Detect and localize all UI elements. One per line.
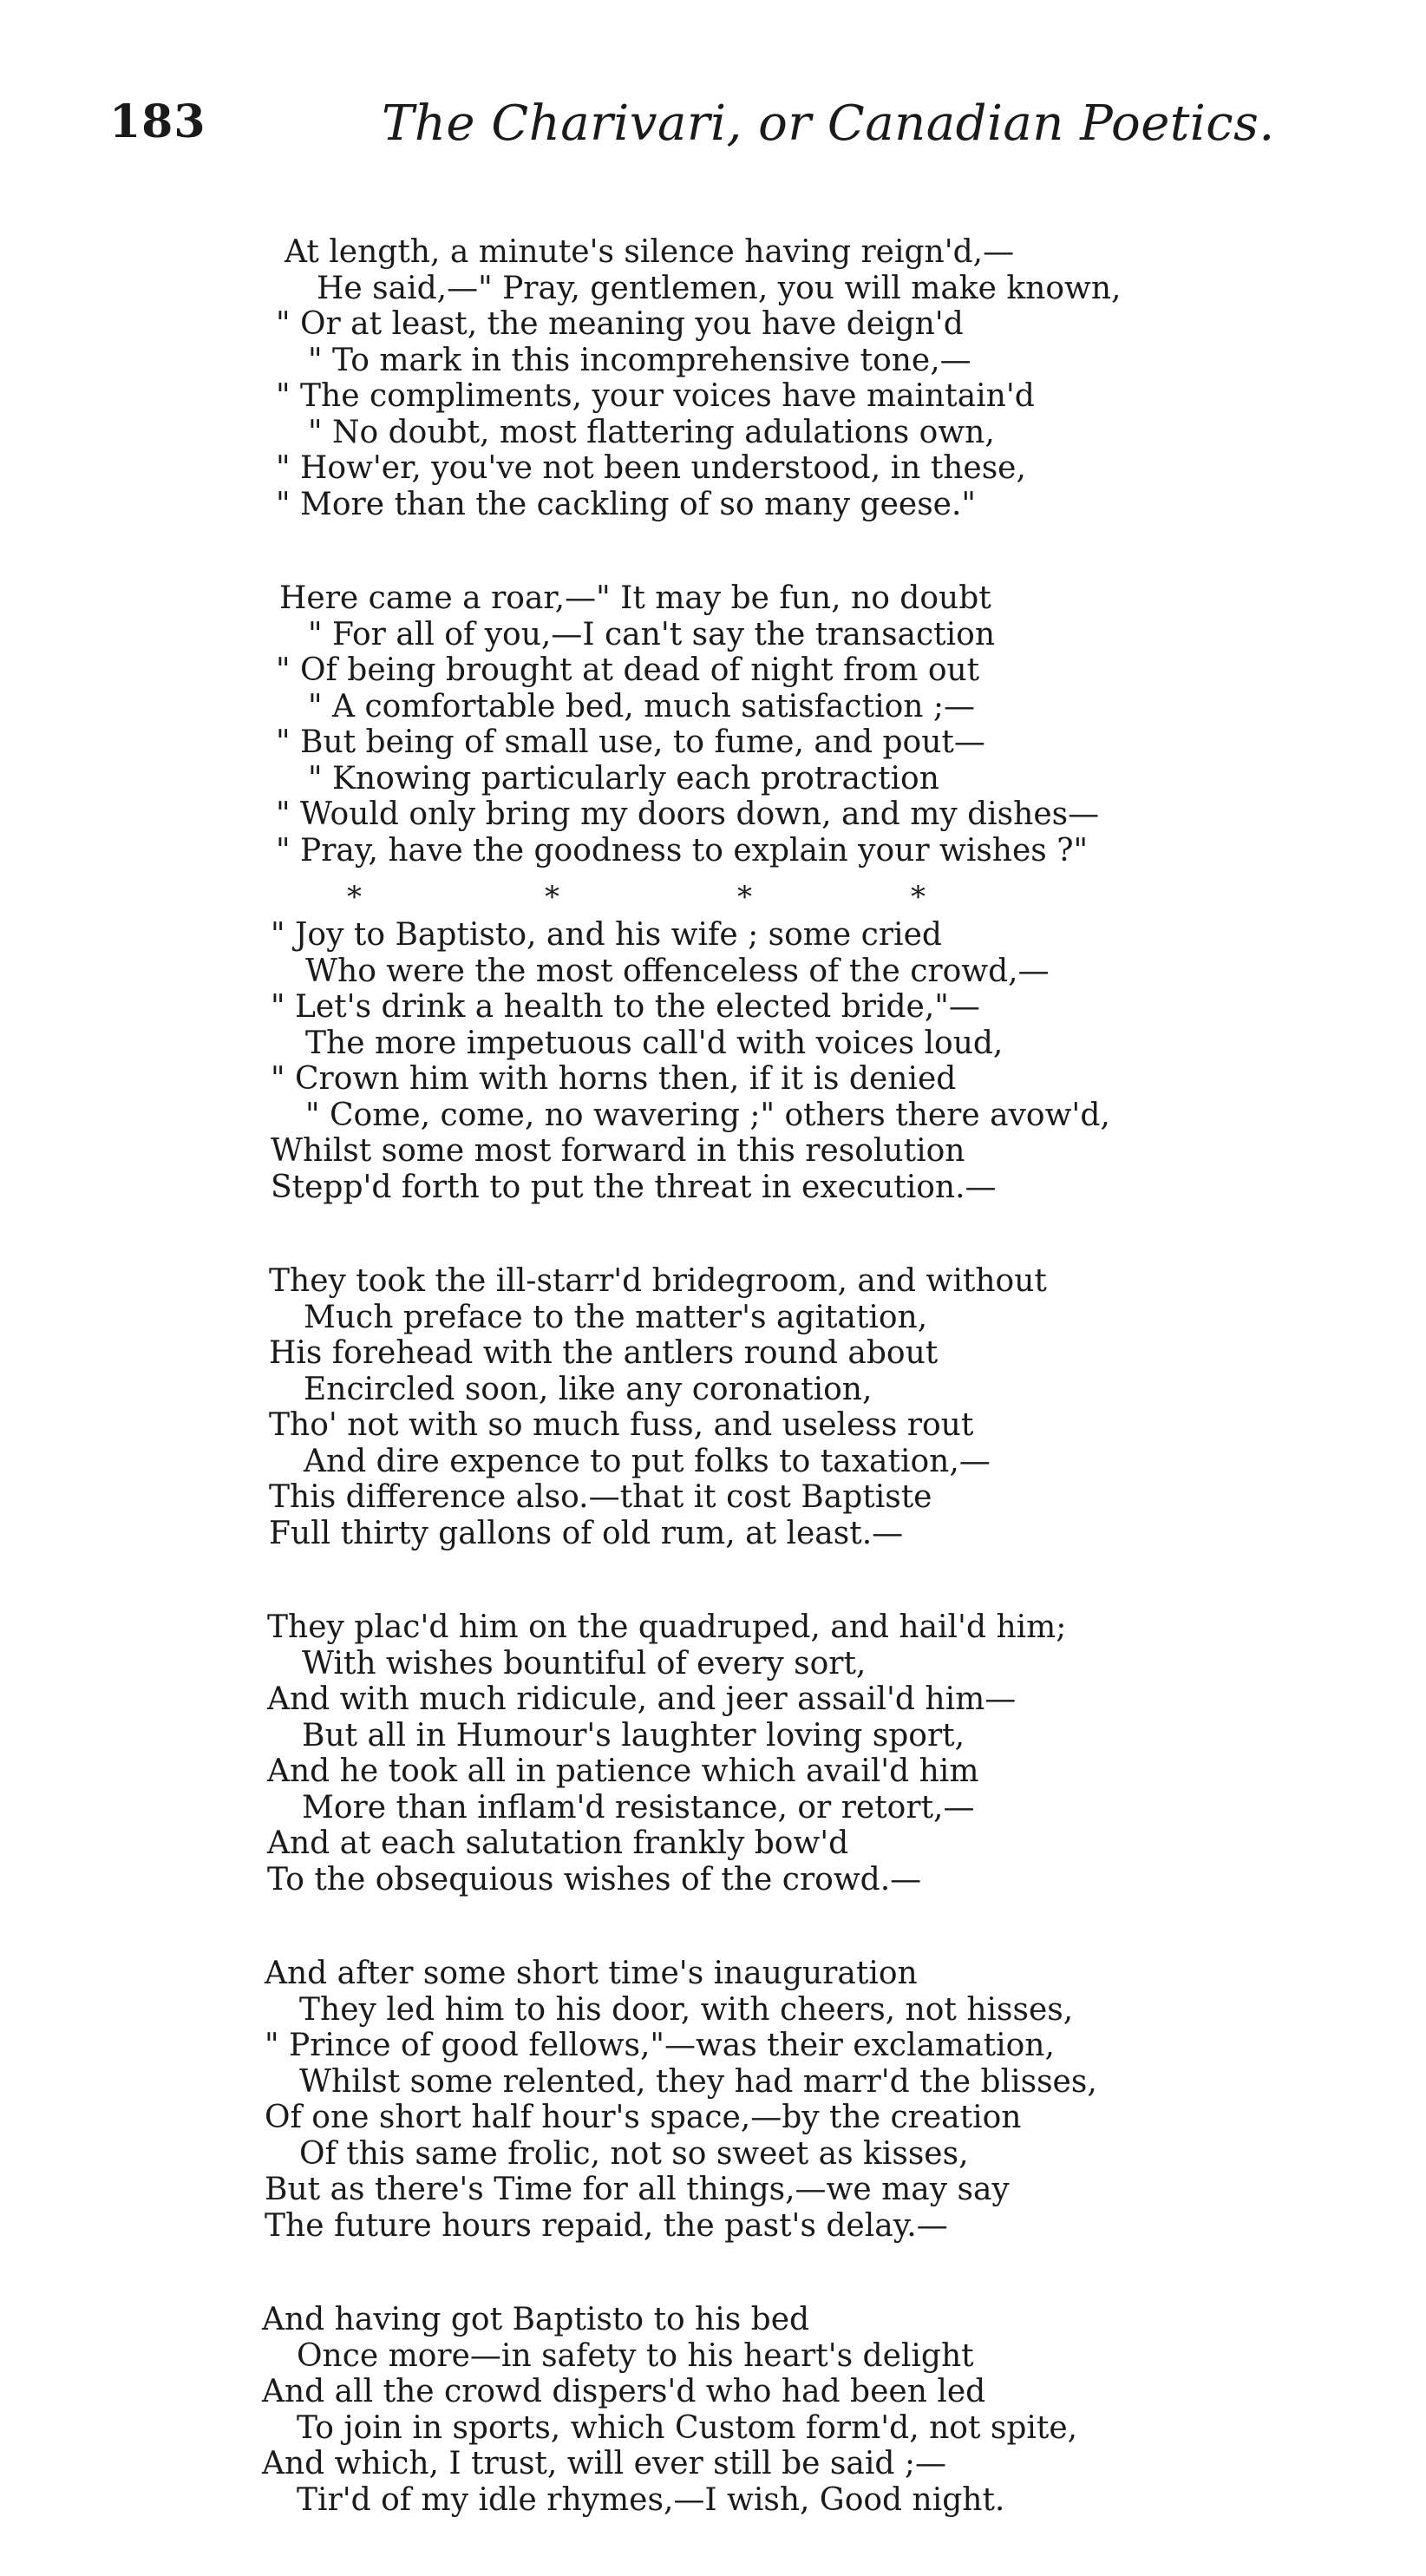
verse-line: Tho' not with so much fuss, and useless rout xyxy=(269,1407,974,1443)
verse-line: " No doubt, most flattering adulations own, xyxy=(308,414,995,450)
verse-line: Full thirty gallons of old rum, at least.— xyxy=(269,1515,904,1551)
stanza-7 xyxy=(0,2302,1426,2518)
verse-line: And having got Baptisto to his bed xyxy=(262,2302,810,2337)
verse-line: They led him to his door, with cheers, not hisses, xyxy=(299,1991,1074,2028)
verse-line: They plac'd him on the quadruped, and hail'd him; xyxy=(267,1609,1067,1645)
verse-line: " Pray, have the goodness to explain your wishes ?" xyxy=(276,832,1089,868)
verse-line: " For all of you,—I can't say the transaction xyxy=(308,616,996,652)
verse-line: " To mark in this incomprehensive tone,— xyxy=(308,342,971,378)
verse-line: To the obsequious wishes of the crowd.— xyxy=(267,1861,922,1898)
verse-line: The more impetuous call'd with voices loud, xyxy=(305,1025,1004,1061)
verse-line: Of one short half hour's space,—by the creation xyxy=(265,2100,1022,2135)
verse-line: " Crown him with horns then, if it is denied xyxy=(271,1061,957,1097)
stanza-2 xyxy=(0,580,1426,868)
verse-line: Of this same frolic, not so sweet as kisses, xyxy=(299,2135,969,2172)
verse-line: And dire expence to put folks to taxation,— xyxy=(304,1443,991,1479)
verse-line: They took the ill-starr'd bridegroom, and without xyxy=(269,1263,1047,1299)
page-number: 183 xyxy=(109,95,206,148)
verse-line: He said,—" Pray, gentlemen, you will make known, xyxy=(317,270,1122,306)
verse-line: More than inflam'd resistance, or retort,— xyxy=(302,1789,975,1825)
verse-line: " More than the cackling of so many geese." xyxy=(276,486,976,522)
verse-line: Tir'd of my idle rhymes,—I wish, Good night. xyxy=(297,2481,1005,2518)
verse-line: His forehead with the antlers round about xyxy=(269,1335,939,1371)
verse-line: And with much ridicule, and jeer assail'd him— xyxy=(267,1681,1017,1717)
poem-body xyxy=(0,234,1426,2576)
verse-line: Who were the most offenceless of the crowd,— xyxy=(305,953,1050,989)
verse-line: This difference also.—that it cost Baptiste xyxy=(269,1479,932,1515)
asterism-separator xyxy=(0,877,1426,917)
stanza-1 xyxy=(0,234,1426,522)
verse-line: " The compliments, your voices have maintain'd xyxy=(276,378,1035,414)
verse-line: And which, I trust, will ever still be said ;— xyxy=(262,2446,946,2481)
verse-line: At length, a minute's silence having reign'd,— xyxy=(285,234,1015,270)
verse-line: " Would only bring my doors down, and my dishes— xyxy=(276,796,1100,832)
stanza-6 xyxy=(0,1956,1426,2244)
verse-line: " But being of small use, to fume, and pout— xyxy=(276,724,985,760)
verse-line: Much preface to the matter's agitation, xyxy=(304,1299,928,1335)
verse-line: To join in sports, which Custom form'd, not spite, xyxy=(297,2409,1078,2446)
verse-line: Whilst some relented, they had marr'd the blisses, xyxy=(299,2063,1097,2100)
verse-line: And at each salutation frankly bow'd xyxy=(267,1825,849,1861)
verse-line: " Or at least, the meaning you have deign'd xyxy=(276,306,964,342)
verse-line: " Knowing particularly each protraction xyxy=(308,760,939,796)
verse-line: " Let's drink a health to the elected bride,"— xyxy=(271,989,980,1025)
verse-line: The future hours repaid, the past's delay.— xyxy=(265,2207,948,2244)
asterisk: * xyxy=(545,880,559,914)
verse-line: But all in Humour's laughter loving sport, xyxy=(302,1717,965,1753)
verse-line: Whilst some most forward in this resolution xyxy=(271,1133,965,1169)
stanza-3 xyxy=(0,917,1426,1205)
verse-line: And he took all in patience which avail'd him xyxy=(267,1753,979,1789)
stanza-4 xyxy=(0,1263,1426,1551)
asterisk: * xyxy=(737,880,752,914)
verse-line: Stepp'd forth to put the threat in execution.— xyxy=(271,1169,997,1205)
running-title: The Charivari, or Canadian Poetics. xyxy=(382,95,1275,152)
verse-line: And after some short time's inauguration xyxy=(265,1956,918,1991)
verse-line: Encircled soon, like any coronation, xyxy=(304,1371,873,1407)
verse-line: Once more—in safety to his heart's delight xyxy=(297,2337,974,2374)
verse-line: " Joy to Baptisto, and his wife ; some cried xyxy=(271,917,942,953)
verse-line: Here came a roar,—" It may be fun, no doubt xyxy=(279,580,991,616)
asterisk: * xyxy=(911,880,926,914)
verse-line: " How'er, you've not been understood, in these, xyxy=(276,450,1026,486)
verse-line: " Of being brought at dead of night from out xyxy=(276,652,980,688)
asterisk: * xyxy=(347,880,362,914)
verse-line: " Come, come, no wavering ;" others there avow'd, xyxy=(305,1097,1110,1133)
verse-line: But as there's Time for all things,—we may say xyxy=(265,2172,1010,2207)
verse-line: " A comfortable bed, much satisfaction ;— xyxy=(308,688,976,724)
verse-line: With wishes bountiful of every sort, xyxy=(302,1645,867,1681)
verse-line: " Prince of good fellows,"—was their exclamation, xyxy=(265,2028,1055,2063)
verse-line: And all the crowd dispers'd who had been led xyxy=(262,2374,986,2409)
stanza-5 xyxy=(0,1609,1426,1898)
